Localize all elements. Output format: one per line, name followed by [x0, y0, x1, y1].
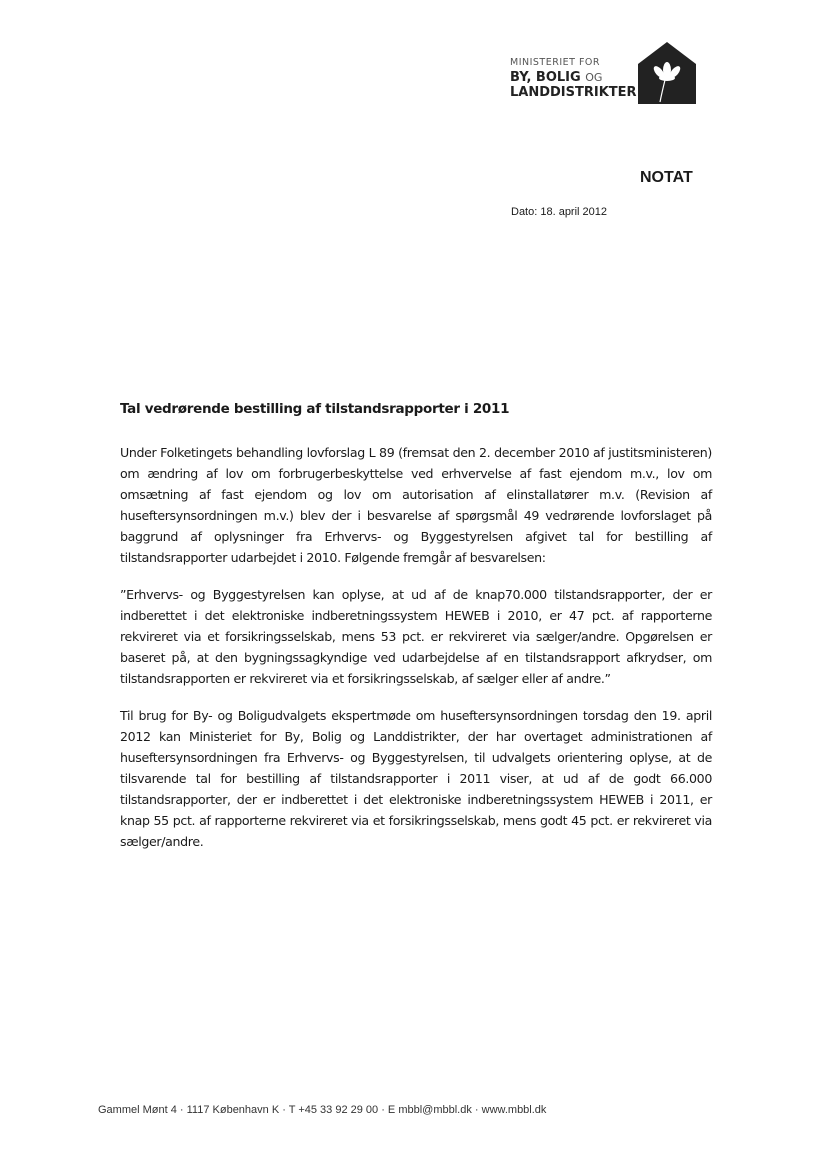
paragraph-3: Til brug for By- og Boligudvalgets ekspertmøde om huseftersynsordningen torsdag den 19. april 2012 kan Ministeriet for By, Bolig og Landdistrikter, der har overtaget administrationen af huseftersynsordningen fra Erhvervs- og Byggestyrelsen, til udvalgets orientering oplyse, at de tilsvarende tal for bestilling af tilstandsrapporter i 2011 viser, at ud af de godt 66.000 tilstandsrapporter, der er indberettet i det elektroniske indberetningssystem HEWEB i 2011, er knap 55 pct. af rapporterne rekvireret via et forsikringsselskab, mens godt 45 pct. er rekvireret via sælger/andre.	[120, 708, 712, 849]
logo-og: OG	[585, 71, 603, 84]
logo-line-3: LANDDISTRIKTER	[510, 85, 637, 100]
document-body	[120, 401, 712, 868]
paragraph-1: Under Folketingets behandling lovforslag L 89 (fremsat den 2. december 2010 af justitsministeren) om ændring af lov om forbrugerbeskyttelse ved erhvervelse af fast ejendom m.v., lov om omsætning af fast ejendom og lov om autorisation af elinstallatører m.v. (Revision af huseftersynsordningen m.v.) blev der i besvarelse af spørgsmål 49 vedrørende lovforslaget på baggrund af oplysninger fra Erhvervs- og Byggestyrelsen afgivet tal for bestilling af tilstandsrapporter udarbejdet i 2010. Følgende fremgår af besvarelsen:	[120, 445, 712, 565]
document-title: Tal vedrørende bestilling af tilstandsrapporter i 2011	[120, 401, 510, 417]
logo-line-1: MINISTERIET FOR	[510, 57, 601, 68]
logo-text	[510, 55, 637, 100]
logo-line-2	[510, 70, 637, 85]
house-flower-icon	[638, 42, 696, 104]
paragraph-2-quote: ”Erhvervs- og Byggestyrelsen kan oplyse, at ud af de knap70.000 tilstandsrapporter, der er indberettet i det elektroniske indberetningssystem HEWEB i 2010, er 47 pct. af rapporterne rekvireret via et forsikringsselskab, mens 53 pct. er rekvireret via sælger/andre. Opgørelsen er baseret på, at den bygningssagkyndige ved udarbejdelse af en tilstandsrapport afkrydser, om tilstandsrapporten er rekvireret via et forsikringsselskab, af sælger eller af andre.”	[120, 587, 712, 686]
logo-line-2-main: BY, BOLIG	[510, 70, 581, 85]
document-date: Dato: 18. april 2012	[511, 206, 608, 218]
document-type: NOTAT	[640, 169, 693, 186]
footer-contact: Gammel Mønt 4 · 1117 København K · T +45 33 92 29 00 · E mbbl@mbbl.dk · www.mbbl.dk	[98, 1104, 547, 1116]
ministry-logo	[510, 42, 700, 104]
